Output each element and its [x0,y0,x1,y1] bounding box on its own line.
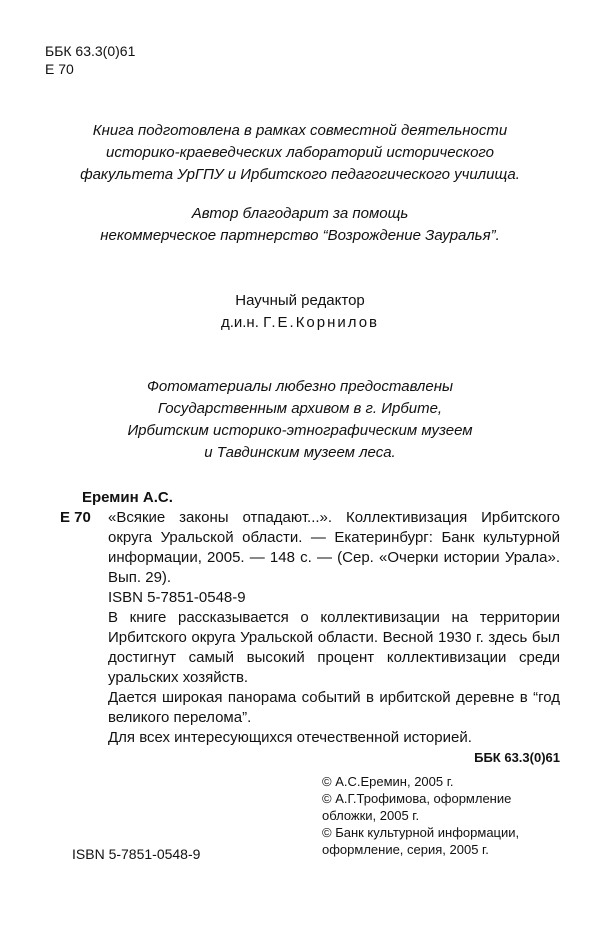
acknowledgement-line: историко-краеведческих лабораторий исторического [106,144,494,161]
photo-credit-line: Фотоматериалы любезно предоставлены [146,378,453,395]
copyright-block [322,773,562,858]
thanks-line: Автор благодарит за помощь [191,205,409,222]
catalog-annotation [60,608,560,748]
catalog-author: Еремин А.С. [82,489,173,506]
annotation-paragraph: Дается широкая панорама событий в ирбитской деревне в “год великого перелома”. [108,689,560,726]
catalog-bbk: ББК 63.3(0)61 [474,750,560,765]
editor-name: Г.Е.Корнилов [263,314,380,331]
bbk-header [45,42,135,78]
footer-isbn: ISBN 5-7851-0548-9 [72,846,201,862]
acknowledgement-block [0,120,600,186]
photo-credit-line: Ирбитским историко-этнографическим музеем [127,422,473,439]
copyright-line: © А.С.Еремин, 2005 г. [322,774,454,789]
photo-credit-line: Государственным архивом в г. Ирбите, [157,400,443,417]
bbk-index: ББК 63.3(0)61 [45,43,136,59]
acknowledgement-line: Книга подготовлена в рамках совместной деятельности [92,122,508,139]
author-code: Е 70 [45,61,74,77]
annotation-paragraph: Для всех интересующихся отечественной историей. [108,729,472,746]
photo-credits-block [0,376,600,464]
catalog-main-row [60,508,560,588]
catalog-description: «Всякие законы отпадают...». Коллективизация Ирбитского округа Уральской области. — Екатеринбург: Банк культурной информации, 2005. — 148 с. — (Сер. «Очерки истории Урала». Вып. 29). [108,509,560,586]
thanks-block [0,203,600,247]
annotation-paragraph: В книге рассказывается о коллективизации на территории Ирбитского округа Уральской области. Весной 1930 г. здесь был достигнут самый высокий процент коллективизации среди уральских хозяйств. [108,609,560,686]
catalog-isbn: ISBN 5-7851-0548-9 [108,589,246,606]
catalog-entry [60,488,560,768]
photo-credit-line: и Тавдинским музеем леса. [204,444,396,461]
copyright-line: © Банк культурной информации, оформление, серия, 2005 г. [322,825,520,857]
thanks-line: некоммерческое партнерство “Возрождение Зауралья”. [100,227,500,244]
editor-title: Научный редактор [235,292,365,309]
catalog-code: Е 70 [60,509,91,526]
editor-block [0,290,600,334]
acknowledgement-line: факультета УрГПУ и Ирбитского педагогического училища. [80,166,520,183]
editor-degree: д.и.н. [220,314,259,331]
editor-line [0,312,600,334]
copyright-line: © А.Г.Трофимова, оформление обложки, 2005 г. [322,791,512,823]
